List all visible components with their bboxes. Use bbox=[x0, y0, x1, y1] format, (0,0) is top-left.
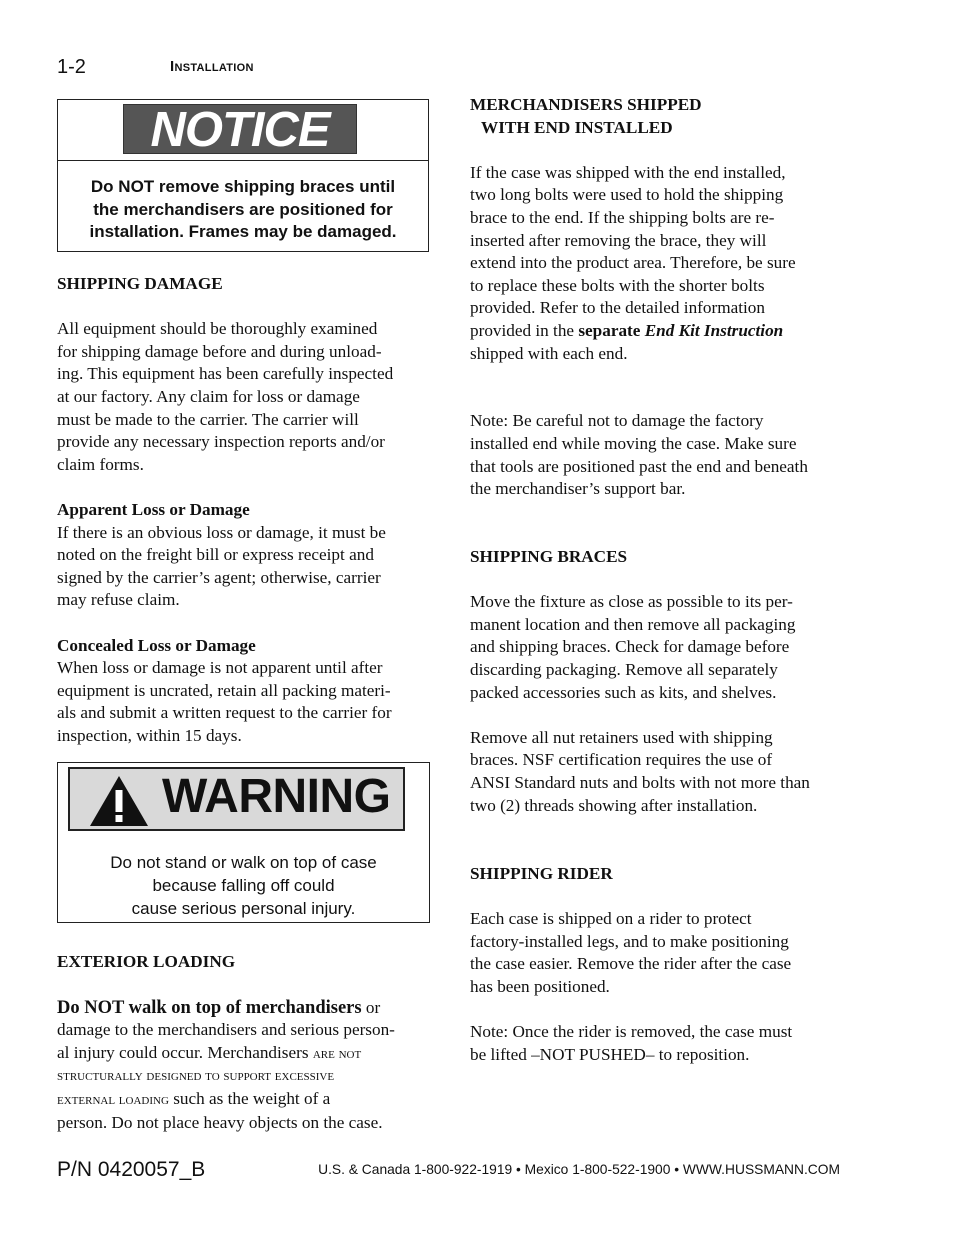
end-installed-section bbox=[470, 94, 850, 501]
page-number: 1-2 bbox=[57, 56, 86, 78]
document-reference: End Kit Instruction bbox=[644, 320, 784, 340]
end-note-paragraph bbox=[470, 410, 850, 500]
section-title: Installation bbox=[170, 58, 254, 75]
shipping-rider-heading: SHIPPING RIDER bbox=[470, 864, 613, 883]
paragraph-line bbox=[57, 1042, 437, 1066]
warning-triangle-icon bbox=[88, 774, 150, 828]
text-run: or bbox=[361, 997, 381, 1017]
warning-text bbox=[58, 852, 429, 920]
shipping-damage-section bbox=[57, 273, 432, 747]
part-number: P/N 0420057_B bbox=[57, 1158, 206, 1181]
paragraph-line: If the case was shipped with the end installed, bbox=[470, 162, 786, 182]
paragraph-line: discarding packaging. Remove all separately bbox=[470, 659, 778, 679]
bold-run: separate bbox=[578, 320, 641, 340]
shipping-damage-paragraph bbox=[57, 318, 432, 476]
paragraph-line: for shipping damage before and during unload- bbox=[57, 341, 382, 361]
notice-banner bbox=[123, 103, 357, 157]
paragraph-line: packed accessories such as kits, and shelves. bbox=[470, 682, 777, 702]
warning-banner-text: WARNING bbox=[162, 770, 391, 823]
end-installed-heading: MERCHANDISERS SHIPPED bbox=[470, 95, 702, 114]
paragraph-line: noted on the freight bill or express receipt and bbox=[57, 545, 374, 565]
paragraph-line: two long bolts were used to hold the shipping bbox=[470, 185, 784, 205]
apparent-loss-heading: Apparent Loss or Damage bbox=[57, 499, 250, 519]
paragraph-line: two (2) threads showing after installation. bbox=[470, 795, 758, 815]
paragraph-line: signed by the carrier’s agent; otherwise, carrier bbox=[57, 567, 381, 587]
concealed-loss-paragraph bbox=[57, 657, 432, 747]
small-caps-run: are not bbox=[312, 1045, 362, 1062]
paragraph-line: braces. NSF certification requires the use of bbox=[470, 750, 773, 770]
paragraph-line: equipment is uncrated, retain all packing materi- bbox=[57, 680, 391, 700]
exterior-loading-section bbox=[57, 951, 437, 1134]
paragraph-line: Note: Once the rider is removed, the case must bbox=[470, 1022, 793, 1042]
rider-note-paragraph bbox=[470, 1021, 850, 1066]
paragraph-line: provided. Refer to the detailed information bbox=[470, 298, 765, 318]
paragraph-line: ANSI Standard nuts and bolts with not more than bbox=[470, 772, 810, 792]
paragraph-line: that tools are positioned past the end and beneath bbox=[470, 456, 808, 476]
paragraph-line bbox=[57, 1088, 437, 1112]
apparent-loss-paragraph bbox=[57, 522, 432, 612]
notice-text bbox=[58, 176, 428, 244]
small-caps-run: external loading bbox=[57, 1091, 169, 1108]
notice-box bbox=[57, 99, 429, 252]
shipping-braces-section bbox=[470, 546, 850, 817]
paragraph-line: manent location and then remove all packaging bbox=[470, 614, 796, 634]
concealed-loss-heading: Concealed Loss or Damage bbox=[57, 635, 256, 655]
nut-retainers-paragraph bbox=[470, 727, 850, 817]
end-installed-heading: WITH END INSTALLED bbox=[481, 117, 673, 137]
warning-line: cause serious personal injury. bbox=[131, 898, 356, 918]
warning-line: Do not stand or walk on top of case bbox=[110, 853, 377, 872]
paragraph-line: may refuse claim. bbox=[57, 590, 180, 610]
text-run: al injury could occur. Merchandisers bbox=[57, 1042, 313, 1062]
paragraph-line: Note: Be careful not to damage the factory bbox=[470, 411, 764, 431]
notice-banner-text: NOTICE bbox=[150, 103, 330, 157]
paragraph-line: person. Do not place heavy objects on the case. bbox=[57, 1112, 383, 1132]
shipping-damage-heading: SHIPPING DAMAGE bbox=[57, 274, 223, 293]
notice-divider bbox=[58, 160, 428, 161]
notice-line: installation. Frames may be damaged. bbox=[89, 222, 397, 241]
paragraph-line: has been positioned. bbox=[470, 976, 610, 996]
paragraph-line: must be made to the carrier. The carrier will bbox=[57, 409, 359, 429]
text-run: such as the weight of a bbox=[168, 1088, 331, 1108]
shipping-braces-paragraph bbox=[470, 591, 850, 704]
paragraph-line: All equipment should be thoroughly examined bbox=[57, 319, 378, 339]
footer-contact: U.S. & Canada 1-800-922-1919 • Mexico 1-800-522-1900 • WWW.HUSSMANN.COM bbox=[318, 1162, 840, 1177]
shipping-rider-paragraph bbox=[470, 908, 850, 998]
shipping-braces-heading: SHIPPING BRACES bbox=[470, 547, 628, 566]
paragraph-line: damage to the merchandisers and serious person- bbox=[57, 1020, 395, 1040]
notice-line: the merchandisers are positioned for bbox=[93, 199, 393, 219]
paragraph-line: be lifted –NOT PUSHED– to reposition. bbox=[470, 1044, 750, 1064]
paragraph-line: When loss or damage is not apparent until after bbox=[57, 658, 383, 678]
warning-line: because falling off could bbox=[152, 875, 335, 895]
notice-line: Do NOT remove shipping braces until bbox=[90, 177, 396, 196]
paragraph-line: provide any necessary inspection reports and/or bbox=[57, 432, 385, 452]
paragraph-line: Move the fixture as close as possible to its per- bbox=[470, 592, 793, 612]
paragraph-line: and shipping braces. Check for damage before bbox=[470, 637, 790, 657]
paragraph-line: at our factory. Any claim for loss or damage bbox=[57, 386, 360, 406]
paragraph-line: ing. This equipment has been carefully inspected bbox=[57, 364, 394, 384]
paragraph-line bbox=[470, 320, 850, 343]
bold-lead: Do NOT walk on top of merchandisers bbox=[57, 997, 362, 1018]
warning-banner bbox=[68, 767, 405, 831]
paragraph-line: factory-installed legs, and to make positioning bbox=[470, 931, 789, 951]
paragraph-line: als and submit a written request to the carrier for bbox=[57, 703, 392, 723]
shipping-rider-section bbox=[470, 863, 850, 1066]
paragraph-line: Each case is shipped on a rider to protect bbox=[470, 909, 752, 929]
paragraph-line: Remove all nut retainers used with shipping bbox=[470, 727, 773, 747]
paragraph-line: inserted after removing the brace, they will bbox=[470, 230, 767, 250]
end-installed-paragraph bbox=[470, 162, 850, 365]
paragraph-line: claim forms. bbox=[57, 454, 144, 474]
paragraph-line: inspection, within 15 days. bbox=[57, 725, 242, 745]
paragraph-line: extend into the product area. Therefore, be sure bbox=[470, 253, 796, 273]
paragraph-line: If there is an obvious loss or damage, it must be bbox=[57, 522, 386, 542]
text-run: provided in the bbox=[470, 320, 579, 340]
exterior-loading-heading: EXTERIOR LOADING bbox=[57, 952, 236, 971]
paragraph-line: brace to the end. If the shipping bolts are re- bbox=[470, 207, 775, 227]
paragraph-line: the case easier. Remove the rider after the case bbox=[470, 954, 792, 974]
paragraph-line: the merchandiser’s support bar. bbox=[470, 479, 686, 499]
paragraph-line bbox=[57, 997, 437, 1020]
warning-box bbox=[57, 762, 430, 923]
paragraph-line: structurally designed to support excessive bbox=[57, 1068, 335, 1085]
paragraph-line: installed end while moving the case. Make sure bbox=[470, 433, 797, 453]
paragraph-line: shipped with each end. bbox=[470, 343, 628, 363]
paragraph-line: to replace these bolts with the shorter bolts bbox=[470, 275, 765, 295]
